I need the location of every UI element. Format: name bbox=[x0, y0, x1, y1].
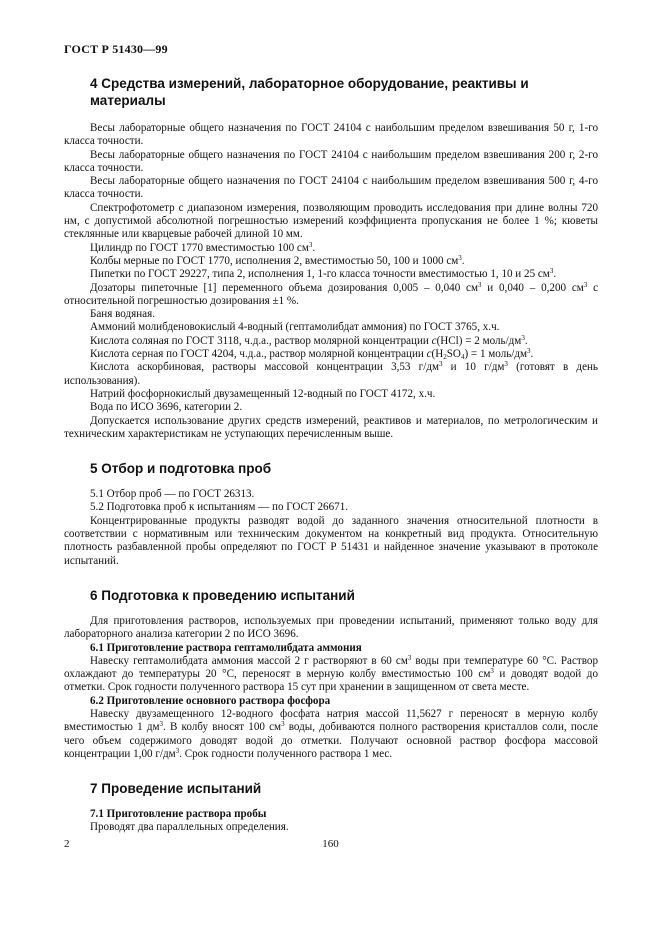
paragraph: Пипетки по ГОСТ 29227, типа 2, исполнения 1, 1-го класса точности вместимостью 1, 10 и 25 $см^3$. bbox=[90, 267, 557, 281]
paragraph: Кислота соляная по ГОСТ 3118, ч.д.а., раствор молярной концентрации c(HCl) = 2 моль/$дм^3$. bbox=[90, 333, 528, 347]
paragraph: Навеску двузамещенного 12-водного фосфата натрия массой 11,5627 г переносят в мерную колбу вместимостью 1 $дм^3$. В колбу вносят 100 $см^3$ воды, добиваются полного растворения кристаллов соли, после чего объем содержимого доводят водой до отметки. Получают основной раствор фосфора массовой концентрации 1,00 $г/дм^3$. Срок годности полученного раствора 1 мес. bbox=[64, 707, 598, 760]
paragraph: 5.2 Подготовка проб к испытаниям — по ГОСТ 26671. bbox=[90, 501, 349, 514]
paragraph: Колбы мерные по ГОСТ 1770, исполнения 2, вместимостью 50, 100 и 1000 $см^3$. bbox=[90, 253, 465, 267]
sheet-number: 160 bbox=[322, 838, 339, 850]
section-7-title: 7 Проведение испытаний bbox=[90, 781, 262, 797]
paragraph: Навеску гептамолибдата аммония массой 2 г растворяют в 60 $см^3$ воды при температуре 60 °С. Раствор охлаждают до температуры 20 °С, переносят в мерную колбу вместимостью 100 $см^3$ и доводят водой до отметки. Срок годности полученного раствора 15 сут при хранении в защищенном от света месте. bbox=[64, 653, 598, 694]
subsection-7-1-title: 7.1 Приготовление раствора пробы bbox=[90, 808, 267, 821]
paragraph: Аммоний молибденовокислый 4-водный (гептамолибдат аммония) по ГОСТ 3765, х.ч. bbox=[90, 321, 500, 334]
paragraph: Весы лабораторные общего назначения по ГОСТ 24104 с наибольшим пределом взвешивания 200 г, 2-го класса точности. bbox=[64, 148, 598, 174]
paragraph: Весы лабораторные общего назначения по ГОСТ 24104 с наибольшим пределом взвешивания 50 г, 1-го класса точности. bbox=[64, 122, 598, 148]
subsection-6-1-title: 6.1 Приготовление раствора гептамолибдата аммония bbox=[90, 641, 362, 654]
subsection-6-2-title: 6.2 Приготовление основного раствора фосфора bbox=[90, 694, 331, 707]
section-4-title: 4 Средства измерений, лабораторное оборудование, реактивы и материалы bbox=[90, 76, 529, 108]
paragraph: Натрий фосфорнокислый двузамещенный 12-водный по ГОСТ 4172, х.ч. bbox=[90, 387, 436, 400]
paragraph: Баня водяная. bbox=[90, 308, 155, 321]
paragraph: Весы лабораторные общего назначения по ГОСТ 24104 с наибольшим пределом взвешивания 500 г, 4-го класса точности. bbox=[64, 175, 598, 201]
section-6-title: 6 Подготовка к проведению испытаний bbox=[90, 587, 355, 603]
paragraph: Спектрофотометр с диапазоном измерения, позволяющим проводить исследования при длине волны 720 нм, с допустимой абсолютной погрешностью измерений коэффициента пропускания не более 1 %; кюветы стеклянные или кварцевые рабочей длиной 10 мм. bbox=[64, 201, 598, 241]
paragraph: Дозаторы пипеточные [1] переменного объема дозирования 0,005 – 0,040 $см^3$ и 0,040 – 0,200 $см^3$ с относительной погрешностью дозирования ±1 %. bbox=[64, 280, 598, 307]
paragraph: 5.1 Отбор проб — по ГОСТ 26313. bbox=[90, 488, 255, 501]
paragraph: Кислота серная по ГОСТ 4204, ч.д.а., раствор молярной концентрации $c(H_2SO_4) = 1$ моль/$дм^3$. bbox=[90, 347, 534, 362]
paragraph: Цилиндр по ГОСТ 1770 вместимостью 100 $см^3$. bbox=[90, 240, 316, 254]
document-header: ГОСТ Р 51430—99 bbox=[64, 42, 168, 56]
paragraph: Концентрированные продукты разводят водой до заданного значения относительной плотности в соответствии с нормативным или техническим документом на конкретный вид продукта. Относительную плотность разбавленной пробы определяют по ГОСТ Р 51431 и найденное значение указывают в протоколе испытаний. bbox=[64, 514, 598, 567]
paragraph: Проводят два параллельных определения. bbox=[90, 821, 289, 834]
page-number: 2 bbox=[64, 838, 70, 850]
paragraph: Для приготовления растворов, используемых при проведении испытаний, применяют только воду для лабораторного анализа категории 2 по ИСО 3696. bbox=[64, 614, 598, 641]
paragraph: Кислота аскорбиновая, растворы массовой концентрации 3,53 $г/дм^3$ и 10 $г/дм^3$ (готовят в день использования). bbox=[64, 360, 598, 387]
section-5-title: 5 Отбор и подготовка проб bbox=[90, 461, 272, 477]
paragraph: Допускается использование других средств измерений, реактивов и материалов, по метрологическим и техническим характеристикам не уступающих перечисленным выше. bbox=[64, 414, 598, 440]
document-body bbox=[64, 75, 598, 835]
paragraph: Вода по ИСО 3696, категории 2. bbox=[90, 401, 243, 414]
